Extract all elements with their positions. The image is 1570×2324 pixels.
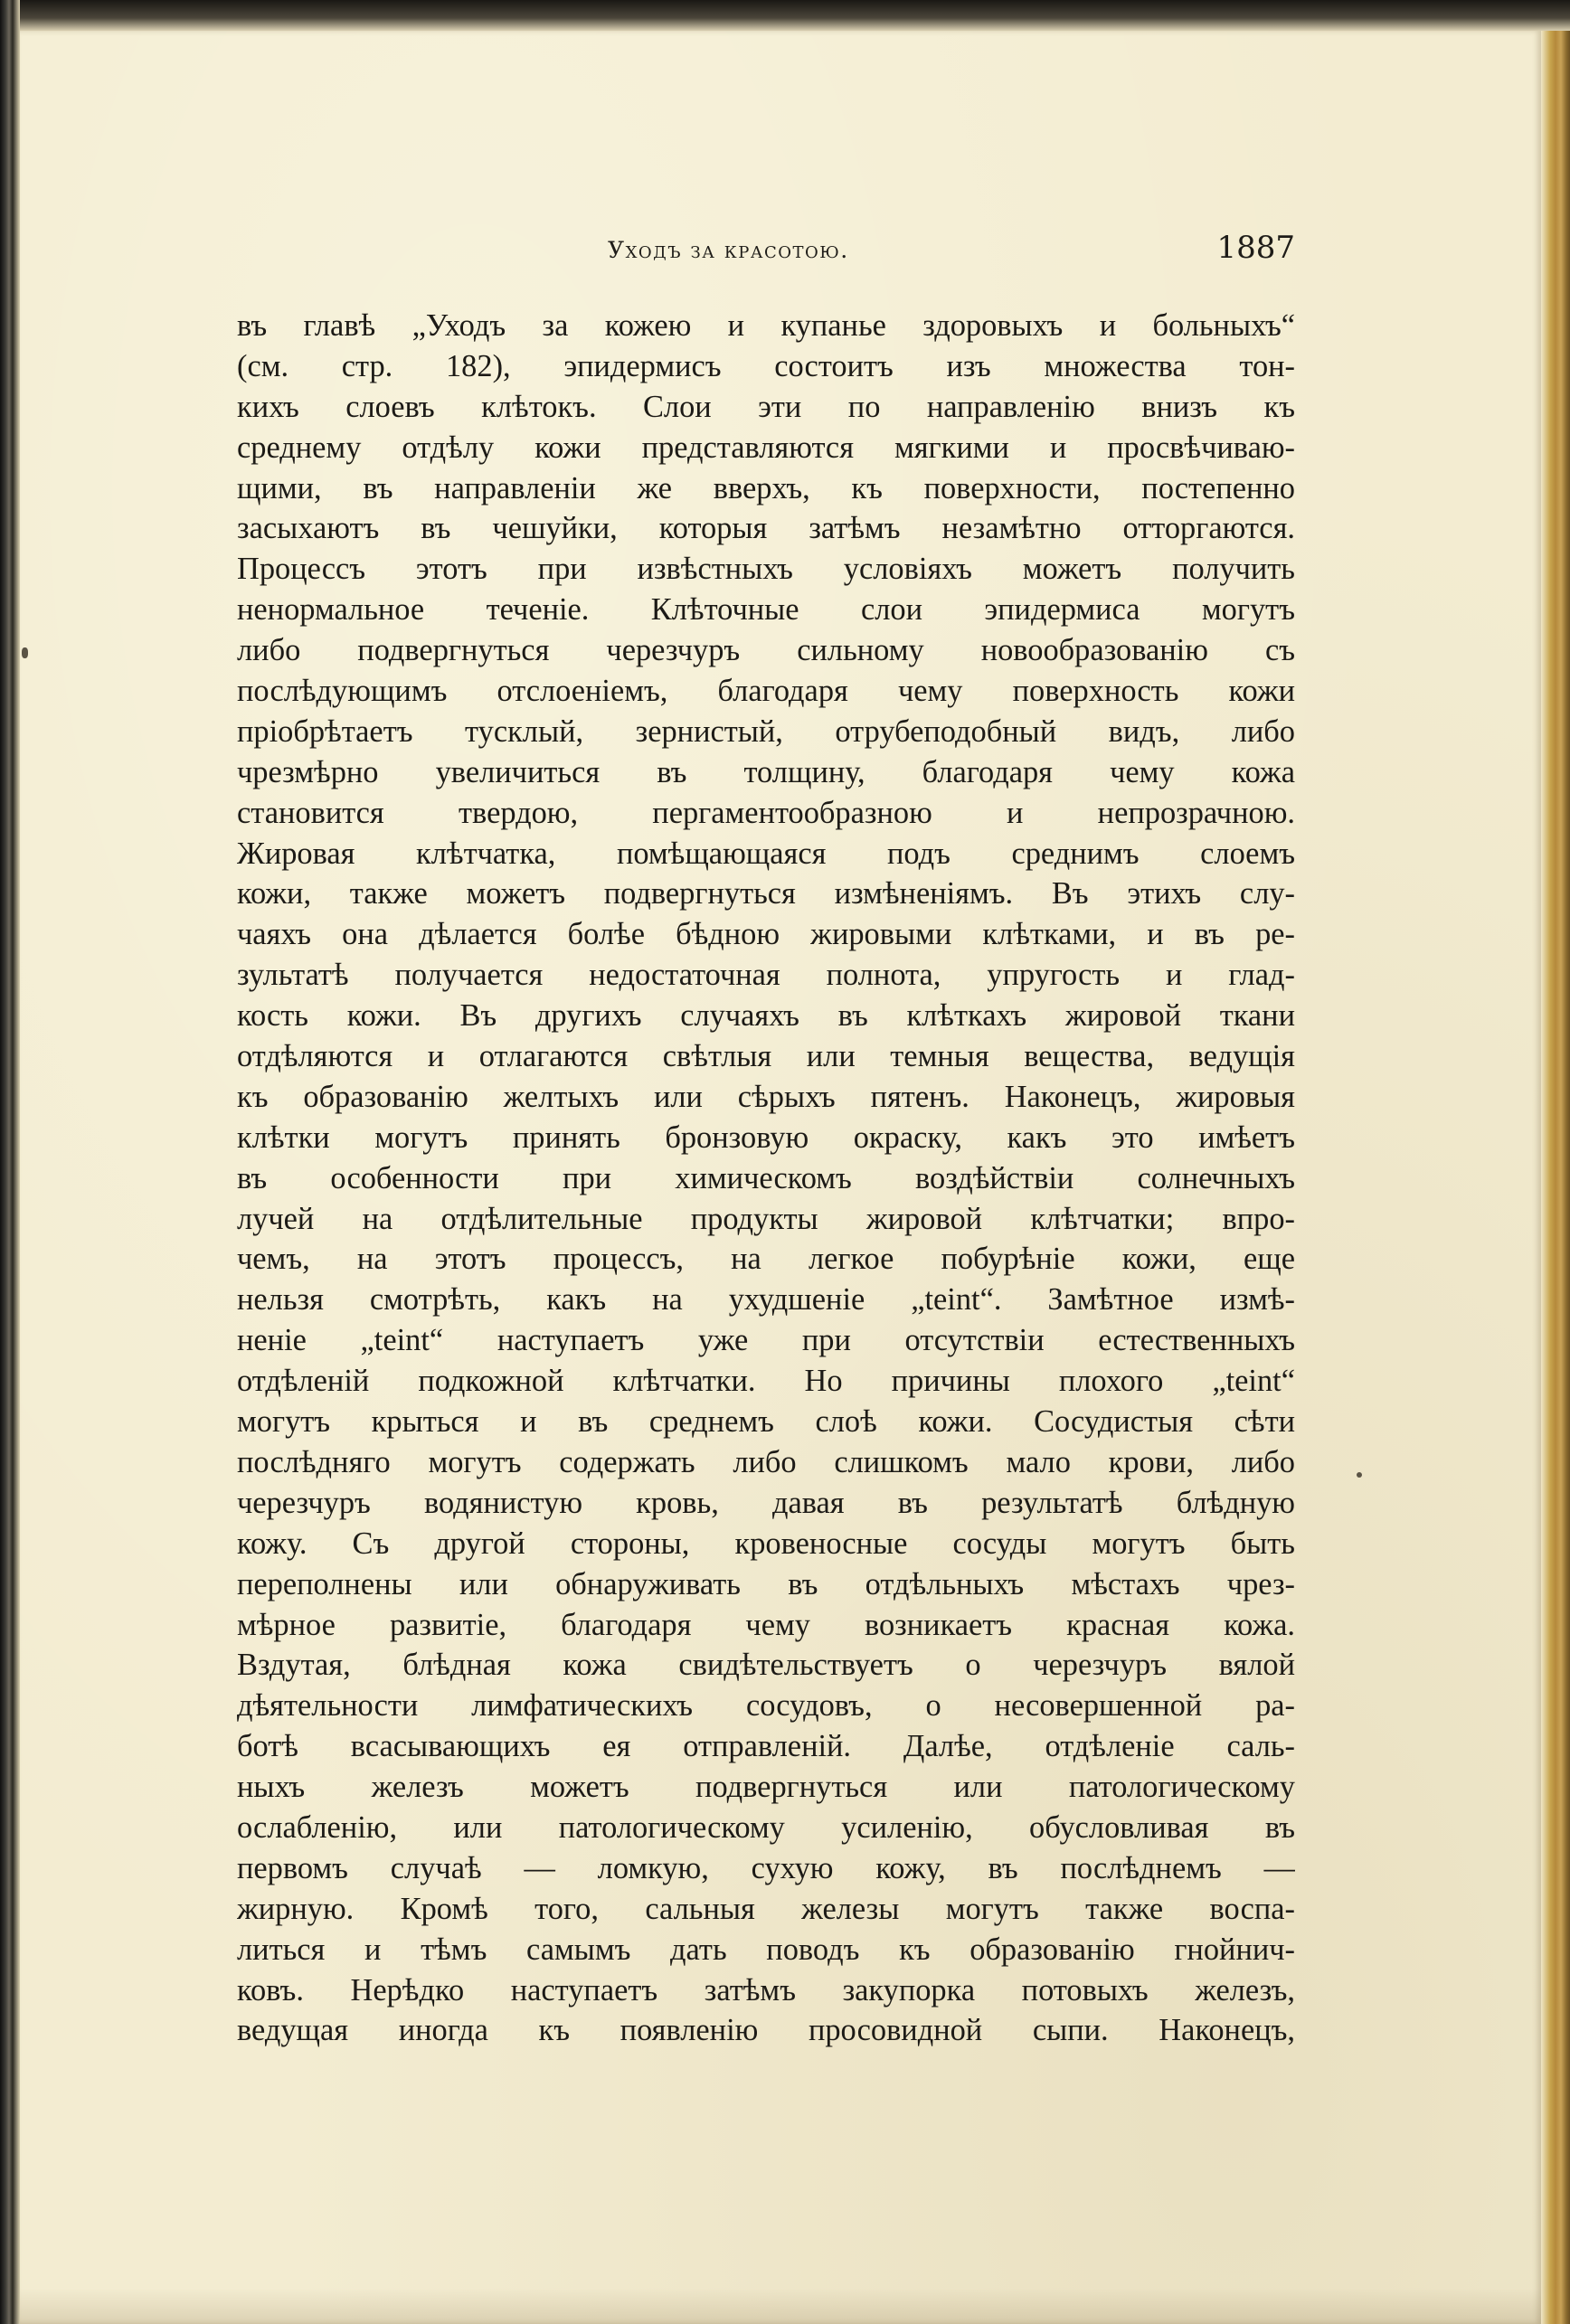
running-title: Уходъ за красотою. — [608, 237, 849, 263]
text-line: ныхъ железъ можетъ подвергнуться или патологическому — [237, 1770, 1295, 1805]
text-line: пріобрѣтаетъ тусклый, зернистый, отрубеподобный видъ, либо — [237, 713, 1295, 749]
text-line: послѣдующимъ отслоеніемъ, благодаря чему поверхность кожи — [237, 674, 1295, 709]
text-line: (см. стр. 182), эпидермисъ состоитъ изъ множества тон- — [237, 348, 1295, 383]
text-line: Процессъ этотъ при извѣстныхъ условіяхъ можетъ получить — [237, 552, 1295, 587]
text-line: послѣдняго могутъ содержать либо слишкомъ мало крови, либо — [237, 1444, 1295, 1479]
text-line: черезчуръ водянистую кровь, давая въ результатѣ блѣдную — [237, 1485, 1295, 1520]
running-head — [237, 230, 1295, 271]
text-line: неніе „teint“ наступаетъ уже при отсутствіи естественныхъ — [237, 1323, 1295, 1358]
text-line: переполнены или обнаруживать въ отдѣльныхъ мѣстахъ чрез- — [237, 1566, 1295, 1601]
text-line: зультатѣ получается недостаточная полнота, упругость и глад- — [237, 958, 1295, 993]
text-line: ведущая иногда къ появленію просовидной сыпи. Наконецъ, — [237, 2013, 1295, 2048]
text-line: становится твердою, пергаментообразною и непрозрачною. — [237, 795, 1295, 830]
text-line: Жировая клѣтчатка, помѣщающаяся подъ среднимъ слоемъ — [237, 836, 1295, 871]
text-line: чемъ, на этотъ процессъ, на легкое побурѣніе кожи, еще — [237, 1242, 1295, 1277]
text-line: чрезмѣрно увеличиться въ толщину, благодаря чему кожа — [237, 754, 1295, 789]
text-line: нельзя смотрѣть, какъ на ухудшеніе „teint“. Замѣтное измѣ- — [237, 1282, 1295, 1318]
text-line: кожу. Съ другой стороны, кровеносные сосуды могутъ быть — [237, 1526, 1295, 1561]
ink-speck — [1357, 1472, 1362, 1478]
text-line: мѣрное развитіе, благодаря чему возникаетъ красная кожа. — [237, 1607, 1295, 1642]
ink-speck — [22, 647, 28, 658]
text-line: отдѣленій подкожной клѣтчатки. Но причины плохого „teint“ — [237, 1364, 1295, 1399]
page-bottom-shade — [20, 2288, 1541, 2324]
text-line: въ главѣ „Уходъ за кожею и купанье здоровыхъ и больныхъ“ — [237, 308, 1295, 343]
text-line: клѣтки могутъ принять бронзовую окраску, какъ это имѣетъ — [237, 1119, 1295, 1155]
text-line: засыхаютъ въ чешуйки, которыя затѣмъ незамѣтно отторгаются. — [237, 511, 1295, 546]
text-line: Вздутая, блѣдная кожа свидѣтельствуетъ о черезчуръ вялой — [237, 1648, 1295, 1683]
text-line: къ образованію желтыхъ или сѣрыхъ пятенъ. Наконецъ, жировыя — [237, 1079, 1295, 1114]
text-line: щими, въ направленіи же вверхъ, къ поверхности, постепенно — [237, 470, 1295, 505]
text-line: первомъ случаѣ — ломкую, сухую кожу, въ послѣднемъ — — [237, 1850, 1295, 1885]
text-line: кихъ слоевъ клѣтокъ. Слои эти по направленію внизъ къ — [237, 389, 1295, 424]
page-number: 1887 — [1216, 230, 1295, 266]
body-text — [237, 306, 1295, 2051]
book-spine-edge — [0, 0, 20, 2324]
text-line: жирную. Кромѣ того, сальныя железы могутъ также воспа- — [237, 1891, 1295, 1926]
text-line: литься и тѣмъ самымъ дать поводъ къ образованію гнойнич- — [237, 1932, 1295, 1967]
text-line: лучей на отдѣлительные продукты жировой клѣтчатки; впро- — [237, 1201, 1295, 1236]
text-line: ослабленію, или патологическому усиленію, обусловливая въ — [237, 1809, 1295, 1845]
text-line: дѣятельности лимфатическихъ сосудовъ, о несовершенной ра- — [237, 1688, 1295, 1724]
text-line: кожи, также можетъ подвергнуться измѣненіямъ. Въ этихъ слу- — [237, 876, 1295, 912]
text-line: кость кожи. Въ другихъ случаяхъ въ клѣткахъ жировой ткани — [237, 998, 1295, 1034]
text-line: въ особенности при химическомъ воздѣйствіи солнечныхъ — [237, 1160, 1295, 1195]
text-line: отдѣляются и отлагаются свѣтлыя или темныя вещества, ведущія — [237, 1039, 1295, 1074]
text-line: могутъ крыться и въ среднемъ слоѣ кожи. Сосудистыя сѣти — [237, 1404, 1295, 1440]
text-line: ковъ. Нерѣдко наступаетъ затѣмъ закупорка потовыхъ железъ, — [237, 1972, 1295, 2008]
page-gilt-edge — [1541, 31, 1570, 2324]
text-line: либо подвергнуться черезчуръ сильному новообразованію съ — [237, 633, 1295, 668]
text-line: среднему отдѣлу кожи представляются мягкими и просвѣчиваю- — [237, 430, 1295, 465]
scan-top-edge — [20, 0, 1570, 31]
text-line: ненормальное теченіе. Клѣточные слои эпидермиса могутъ — [237, 592, 1295, 628]
text-line: чаяхъ она дѣлается болѣе бѣдною жировыми клѣтками, и въ ре- — [237, 917, 1295, 952]
text-line: ботѣ всасывающихъ ея отправленій. Далѣе, отдѣленіе саль- — [237, 1729, 1295, 1764]
